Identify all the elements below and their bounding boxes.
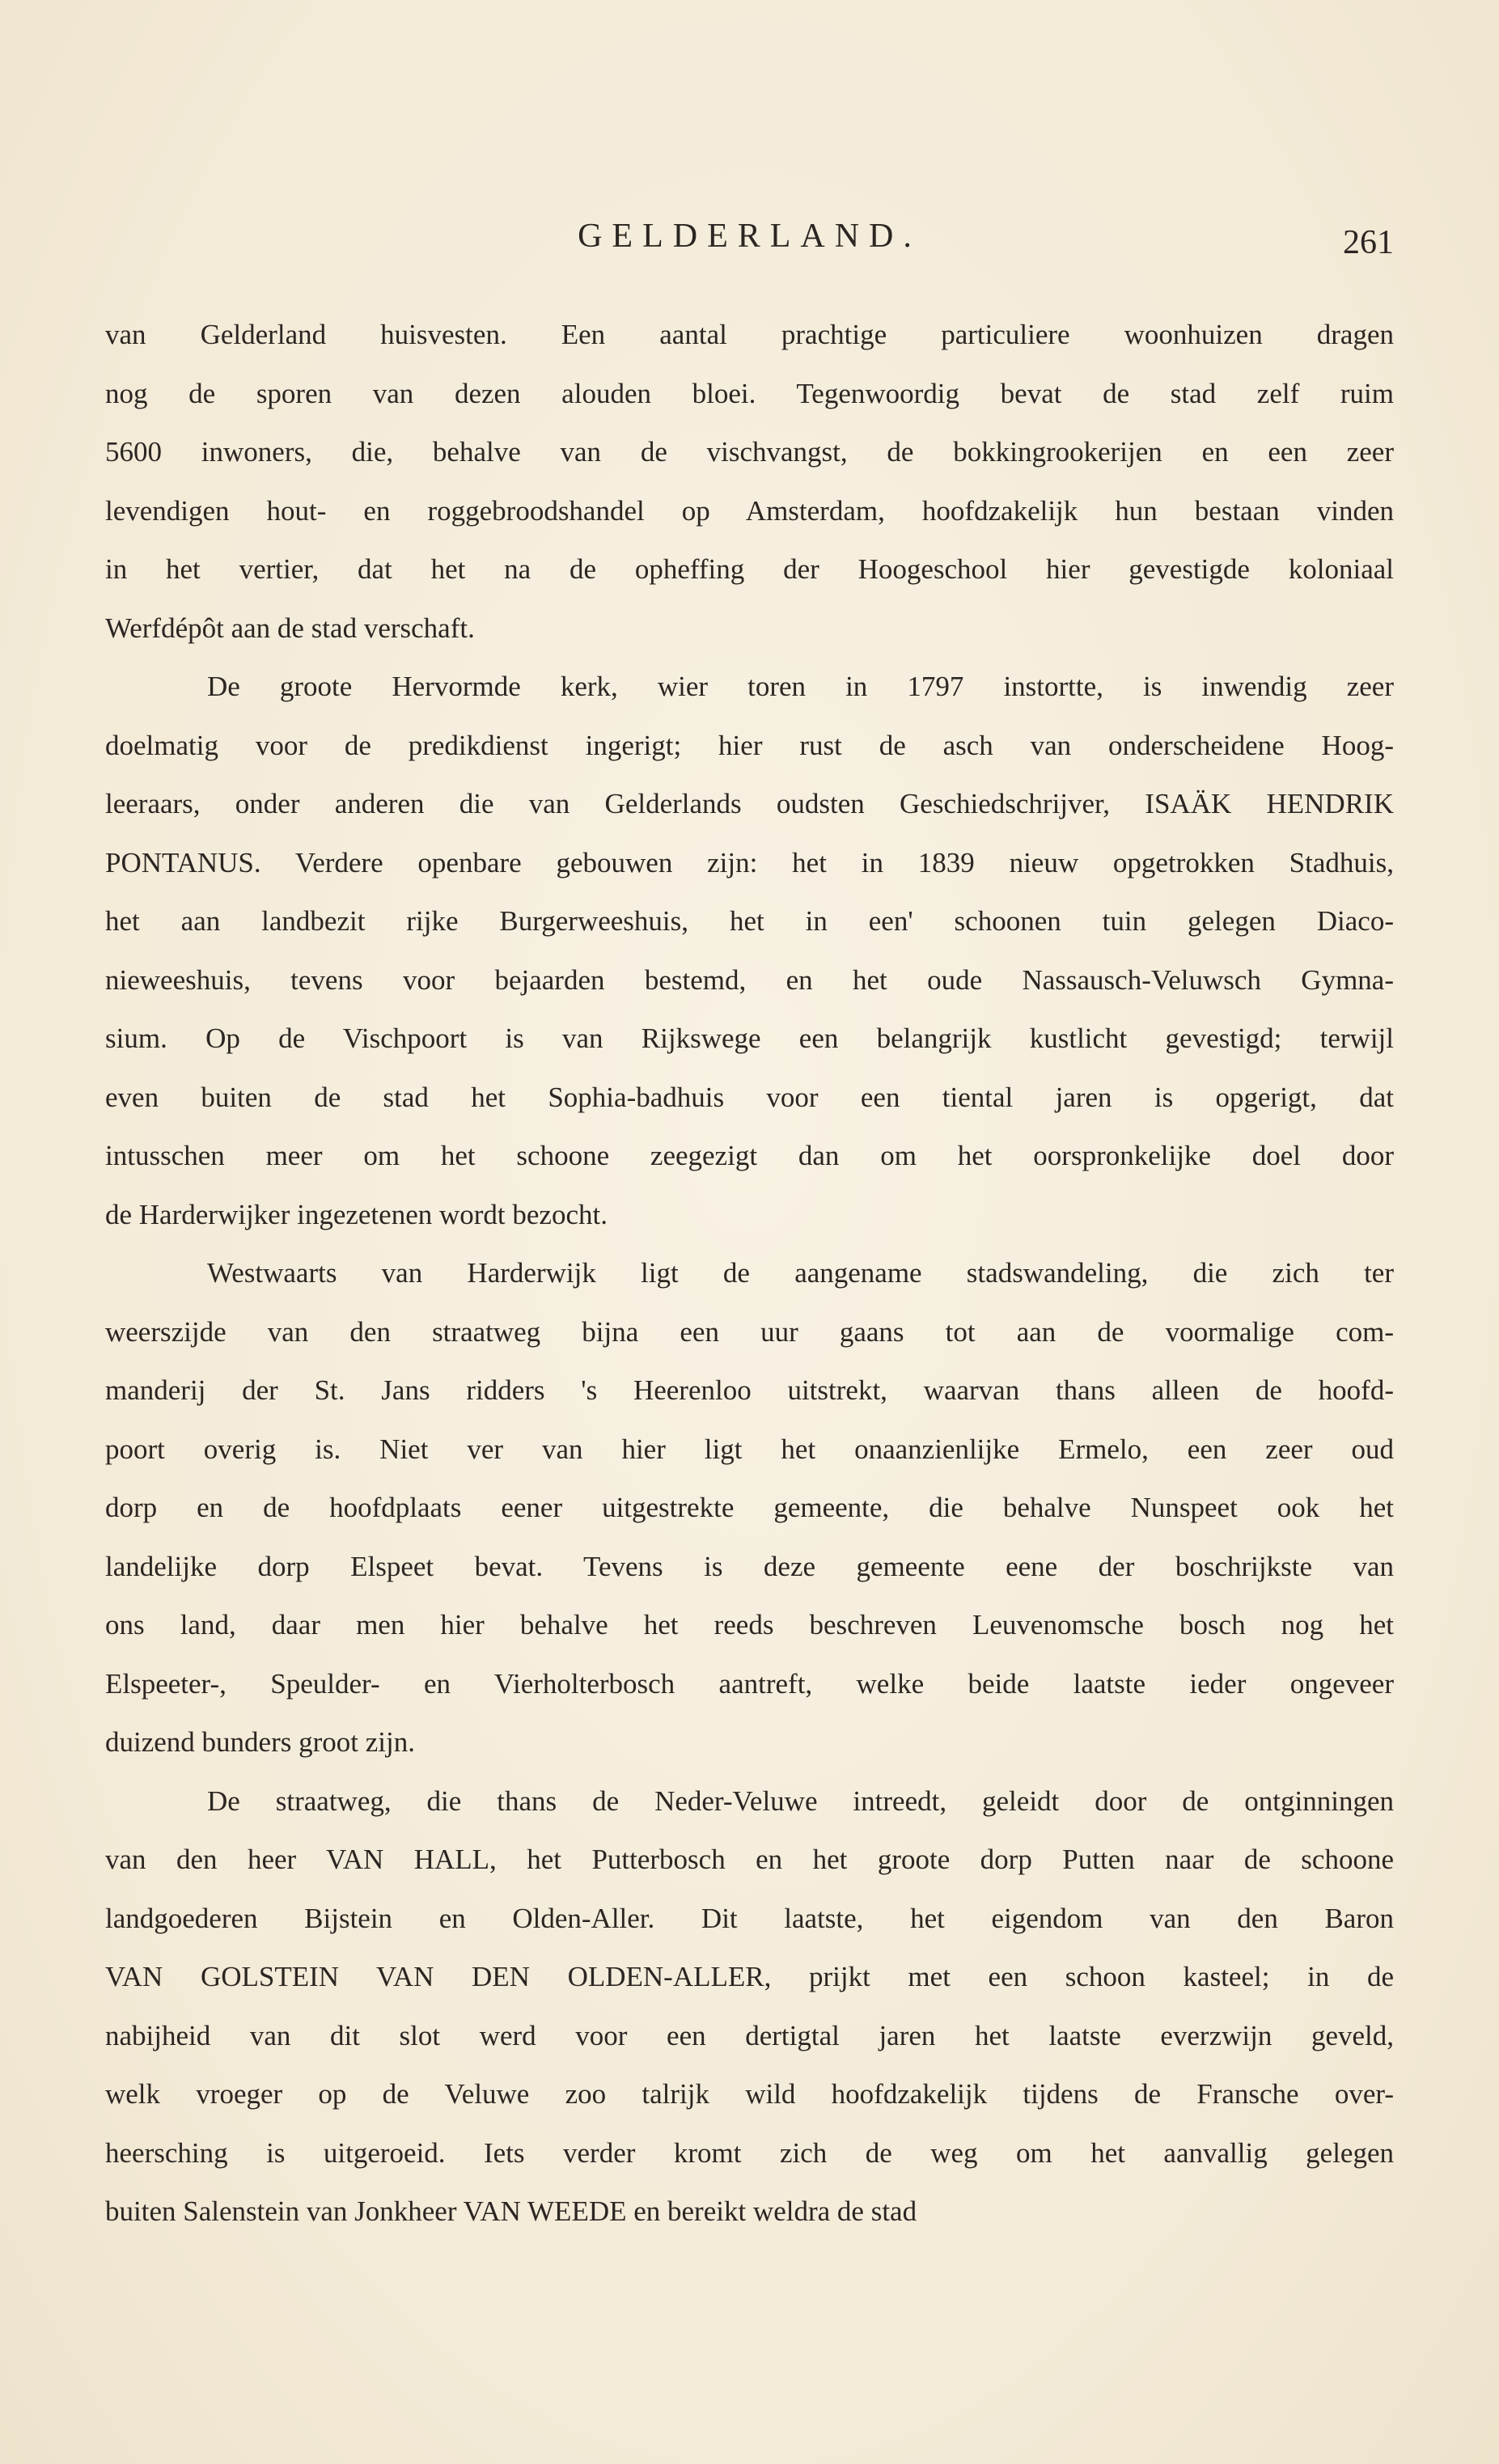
page-header [105,212,1394,260]
text-line: poort overig is. Niet ver van hier ligt het onaanzienlijke Ermelo, een zeer oud [105,1433,1394,1465]
text-line: even buiten de stad het Sophia-badhuis voor een tiental jaren is opgerigt, dat [105,1081,1394,1113]
body-text [105,306,1394,2242]
text-line: De groote Hervormde kerk, wier toren in 1797 instortte, is inwendig zeer [207,671,1394,702]
text-line: heersching is uitgeroeid. Iets verder kromt zich de weg om het aanvallig gelegen [105,2136,1394,2169]
text-line: landelijke dorp Elspeet bevat. Tevens is deze gemeente eene der boschrijkste van [105,1550,1394,1582]
text-line: doelmatig voor de predikdienst ingerigt; hier rust de asch van onderscheidene Hoog- [105,729,1394,761]
text-line: van den heer VAN HALL, het Putterbosch en het groote dorp Putten naar de schoone [105,1844,1394,1875]
text-line: ons land, daar men hier behalve het reeds beschreven Leuvenomsche bosch nog het [105,1609,1394,1641]
text-line: landgoederen Bijstein en Olden-Aller. Dit laatste, het eigendom van den Baron [105,1902,1394,1934]
text-line: het aan landbezit rijke Burgerweeshuis, het in een' schoonen tuin gelegen Diaco- [105,905,1394,937]
text-line: leeraars, onder anderen die van Gelderlands oudsten Geschiedschrijver, ISAÄK HENDRIK [105,788,1394,819]
text-line: nog de sporen van dezen alouden bloei. Tegenwoordig bevat de stad zelf ruim [105,377,1394,409]
text-line: PONTANUS. Verdere openbare gebouwen zijn: het in 1839 nieuw opgetrokken Stadhuis, [105,846,1394,878]
running-title: GELDERLAND. [578,218,921,255]
text-line: levendigen hout- en roggebroodshandel op Amsterdam, hoofdzakelijk hun bestaan vinden [105,494,1394,527]
text-line: nabijheid van dit slot werd voor een dertigtal jaren het laatste everzwijn geveld, [105,2019,1394,2051]
text-line: Westwaarts van Harderwijk ligt de aangename stadswandeling, die zich ter [207,1257,1394,1289]
text-line: welk vroeger op de Veluwe zoo talrijk wild hoofdzakelijk tijdens de Fransche over- [105,2078,1394,2110]
text-line: VAN GOLSTEIN VAN DEN OLDEN-ALLER, prijkt met een schoon kasteel; in de [105,1961,1394,1992]
text-line: manderij der St. Jans ridders 's Heerenloo uitstrekt, waarvan thans alleen de hoofd- [105,1374,1394,1406]
text-line: 5600 inwoners, die, behalve van de vischvangst, de bokkingrookerijen en een zeer [105,436,1394,468]
text-line: De straatweg, die thans de Neder-Veluwe intreedt, geleidt door de ontginningen [207,1784,1394,1817]
text-line: de Harderwijker ingezetenen wordt bezocht. [105,1198,608,1230]
text-line: duizend bunders groot zijn. [105,1726,415,1758]
text-line: sium. Op de Vischpoort is van Rijkswege een belangrijk kustlicht gevestigd; terwijl [105,1022,1394,1054]
text-line: weerszijde van den straatweg bijna een uur gaans tot aan de voormalige com- [105,1315,1394,1348]
text-line: intusschen meer om het schoone zeegezigt dan om het oorspronkelijke doel door [105,1140,1394,1171]
text-line: dorp en de hoofdplaats eener uitgestrekte gemeente, die behalve Nunspeet ook het [105,1492,1394,1523]
text-line: buiten Salenstein van Jonkheer VAN WEEDE en bereikt weldra de stad [105,2195,917,2227]
text-line: van Gelderland huisvesten. Een aantal prachtige particuliere woonhuizen dragen [105,319,1394,350]
text-line: Elspeeter-, Speulder- en Vierholterbosch aantreft, welke beide laatste ieder ongeveer [105,1667,1394,1700]
text-line: in het vertier, dat het na de opheffing der Hoogeschool hier gevestigde koloniaal [105,553,1394,585]
page-number: 261 [1343,224,1394,261]
text-line: Werfdépôt aan de stad verschaft. [105,612,475,644]
text-line: nieweeshuis, tevens voor bejaarden bestemd, en het oude Nassausch-Veluwsch Gymna- [105,963,1394,996]
